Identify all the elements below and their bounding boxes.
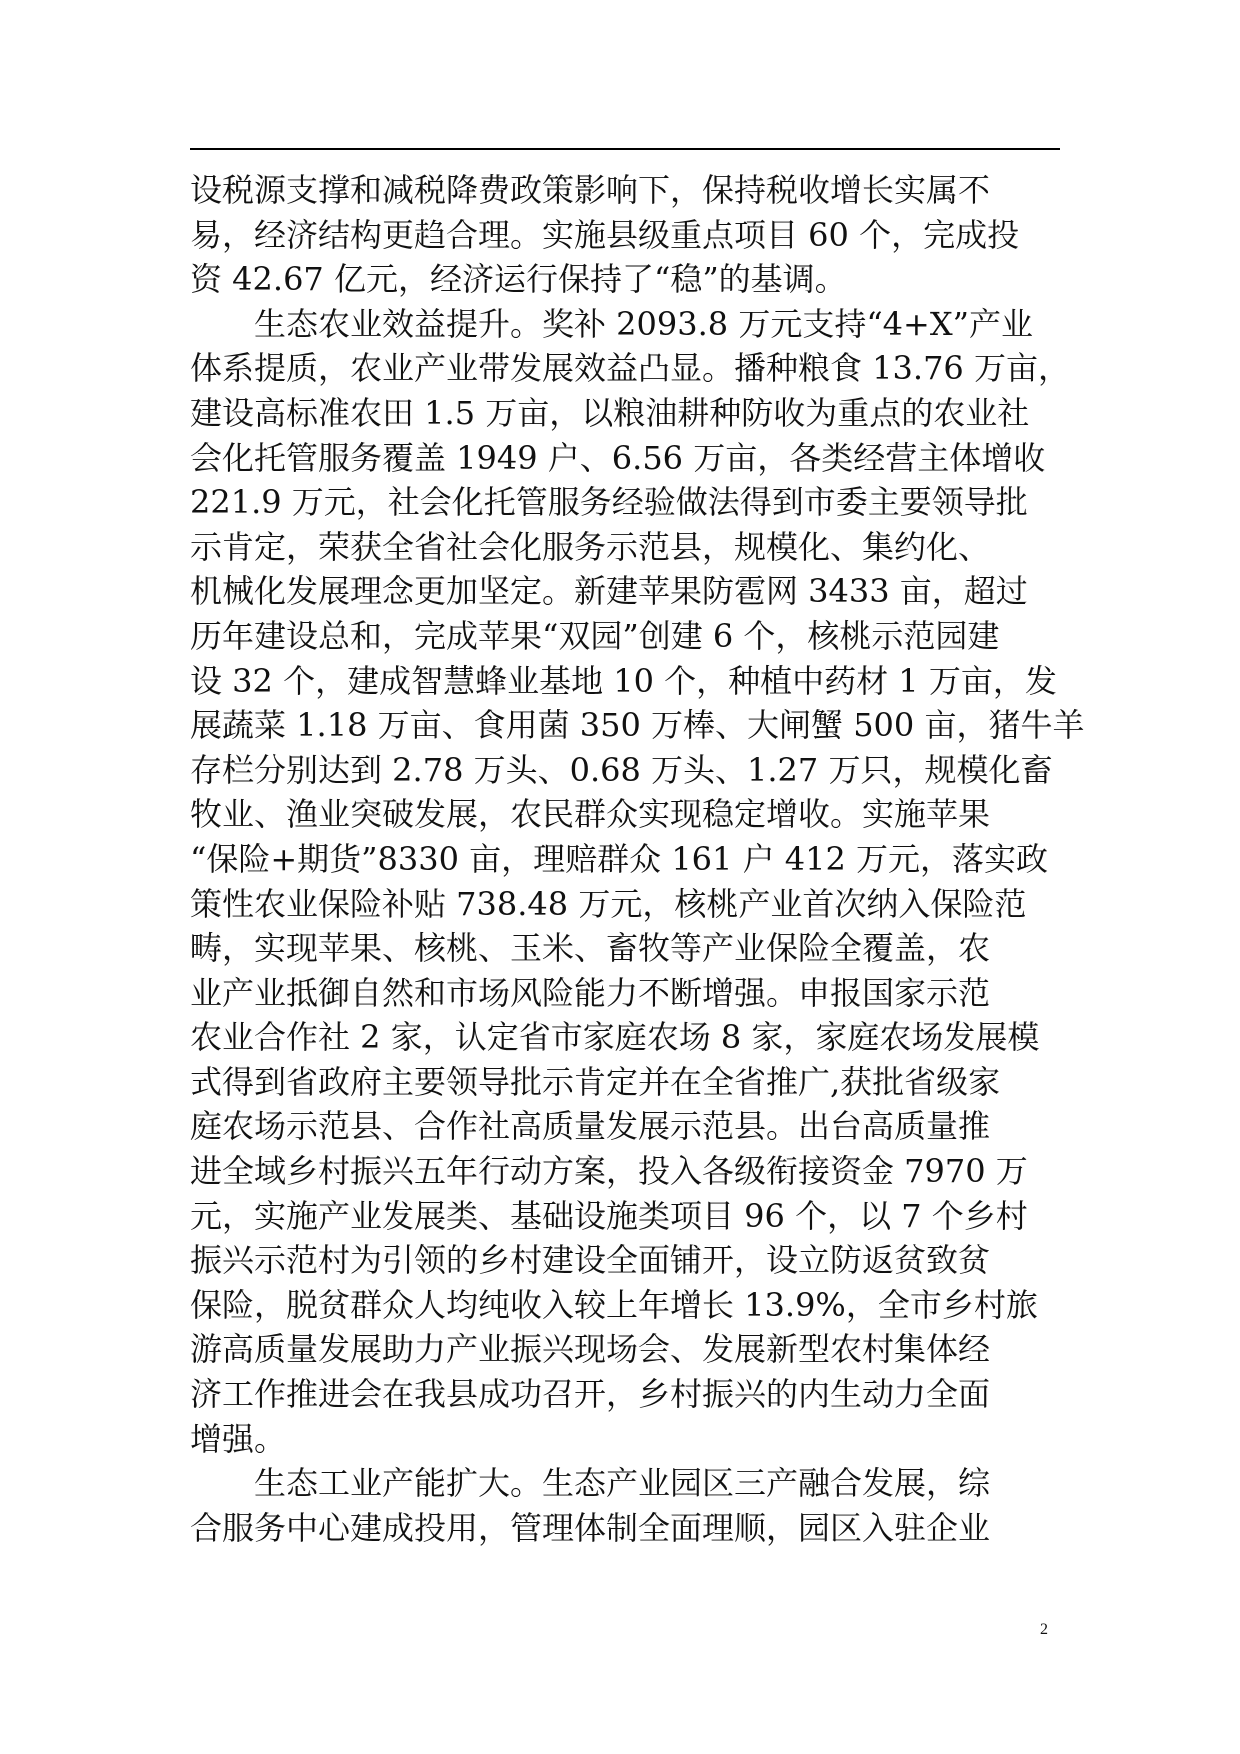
text-line: 建设高标准农田 1.5 万亩，以粮油耕种防收为重点的农业社 — [190, 393, 1030, 432]
text-line: “保险+期货”8330 亩，理赔群众 161 户 412 万元，落实政 — [190, 839, 1048, 878]
text-line: 存栏分别达到 2.78 万头、0.68 万头、1.27 万只，规模化畜 — [190, 750, 1053, 789]
text-line: 牧业、渔业突破发展，农民群众实现稳定增收。实施苹果 — [190, 795, 991, 834]
page-number: 2 — [1040, 1621, 1048, 1638]
text-line: 会化托管服务覆盖 1949 户、6.56 万亩，各类经营主体增收 — [190, 438, 1046, 477]
text-line: 振兴示范村为引领的乡村建设全面铺开，设立防返贫致贫 — [190, 1241, 991, 1280]
text-line: 设 32 个，建成智慧蜂业基地 10 个，种植中药材 1 万亩，发 — [190, 661, 1057, 700]
text-line: 221.9 万元，社会化托管服务经验做法得到市委主要领导批 — [190, 483, 1028, 522]
text-line: 生态工业产能扩大。生态产业园区三产融合发展，综 — [190, 1464, 991, 1503]
text-line: 历年建设总和，完成苹果“双园”创建 6 个，核桃示范园建 — [190, 616, 1000, 655]
text-line: 设税源支撑和减税降费政策影响下，保持税收增长实属不 — [190, 171, 991, 209]
text-line: 畴，实现苹果、核桃、玉米、畜牧等产业保险全覆盖，农 — [190, 929, 991, 968]
text-line: 展蔬菜 1.18 万亩、食用菌 350 万棒、大闸蟹 500 亩，猪牛羊 — [190, 706, 1085, 745]
text-line: 农业合作社 2 家，认定省市家庭农场 8 家，家庭农场发展模 — [190, 1018, 1040, 1057]
text-line: 式得到省政府主要领导批示肯定并在全省推广,获批省级家 — [190, 1062, 1001, 1101]
text-line: 资 42.67 亿元，经济运行保持了“稳”的基调。 — [190, 260, 847, 299]
text-line: 机械化发展理念更加坚定。新建苹果防雹网 3433 亩，超过 — [190, 572, 1028, 611]
body-text — [190, 168, 1085, 1550]
text-line: 进全域乡村振兴五年行动方案，投入各级衔接资金 7970 万 — [190, 1152, 1028, 1191]
text-line: 元，实施产业发展类、基础设施类项目 96 个，以 7 个乡村 — [190, 1196, 1028, 1235]
text-line: 济工作推进会在我县成功召开，乡村振兴的内生动力全面 — [190, 1375, 991, 1414]
text-line: 游高质量发展助力产业振兴现场会、发展新型农村集体经 — [190, 1330, 991, 1369]
text-line: 业产业抵御自然和市场风险能力不断增强。申报国家示范 — [190, 973, 991, 1012]
text-line: 示肯定，荣获全省社会化服务示范县，规模化、集约化、 — [190, 527, 991, 566]
text-line: 易，经济结构更趋合理。实施县级重点项目 60 个，完成投 — [190, 215, 1020, 254]
text-line: 策性农业保险补贴 738.48 万元，核桃产业首次纳入保险范 — [190, 884, 1027, 923]
text-line: 增强。 — [190, 1419, 287, 1458]
text-line: 保险，脱贫群众人均纯收入较上年增长 13.9%，全市乡村旅 — [190, 1285, 1038, 1324]
text-line: 体系提质，农业产业带发展效益凸显。播种粮食 13.76 万亩， — [190, 349, 1070, 388]
text-line: 合服务中心建成投用，管理体制全面理顺，园区入驻企业 — [190, 1508, 991, 1547]
text-line: 生态农业效益提升。奖补 2093.8 万元支持“4+X”产业 — [190, 304, 1033, 343]
header-rule — [190, 148, 1060, 150]
text-line: 庭农场示范县、合作社高质量发展示范县。出台高质量推 — [190, 1107, 991, 1146]
